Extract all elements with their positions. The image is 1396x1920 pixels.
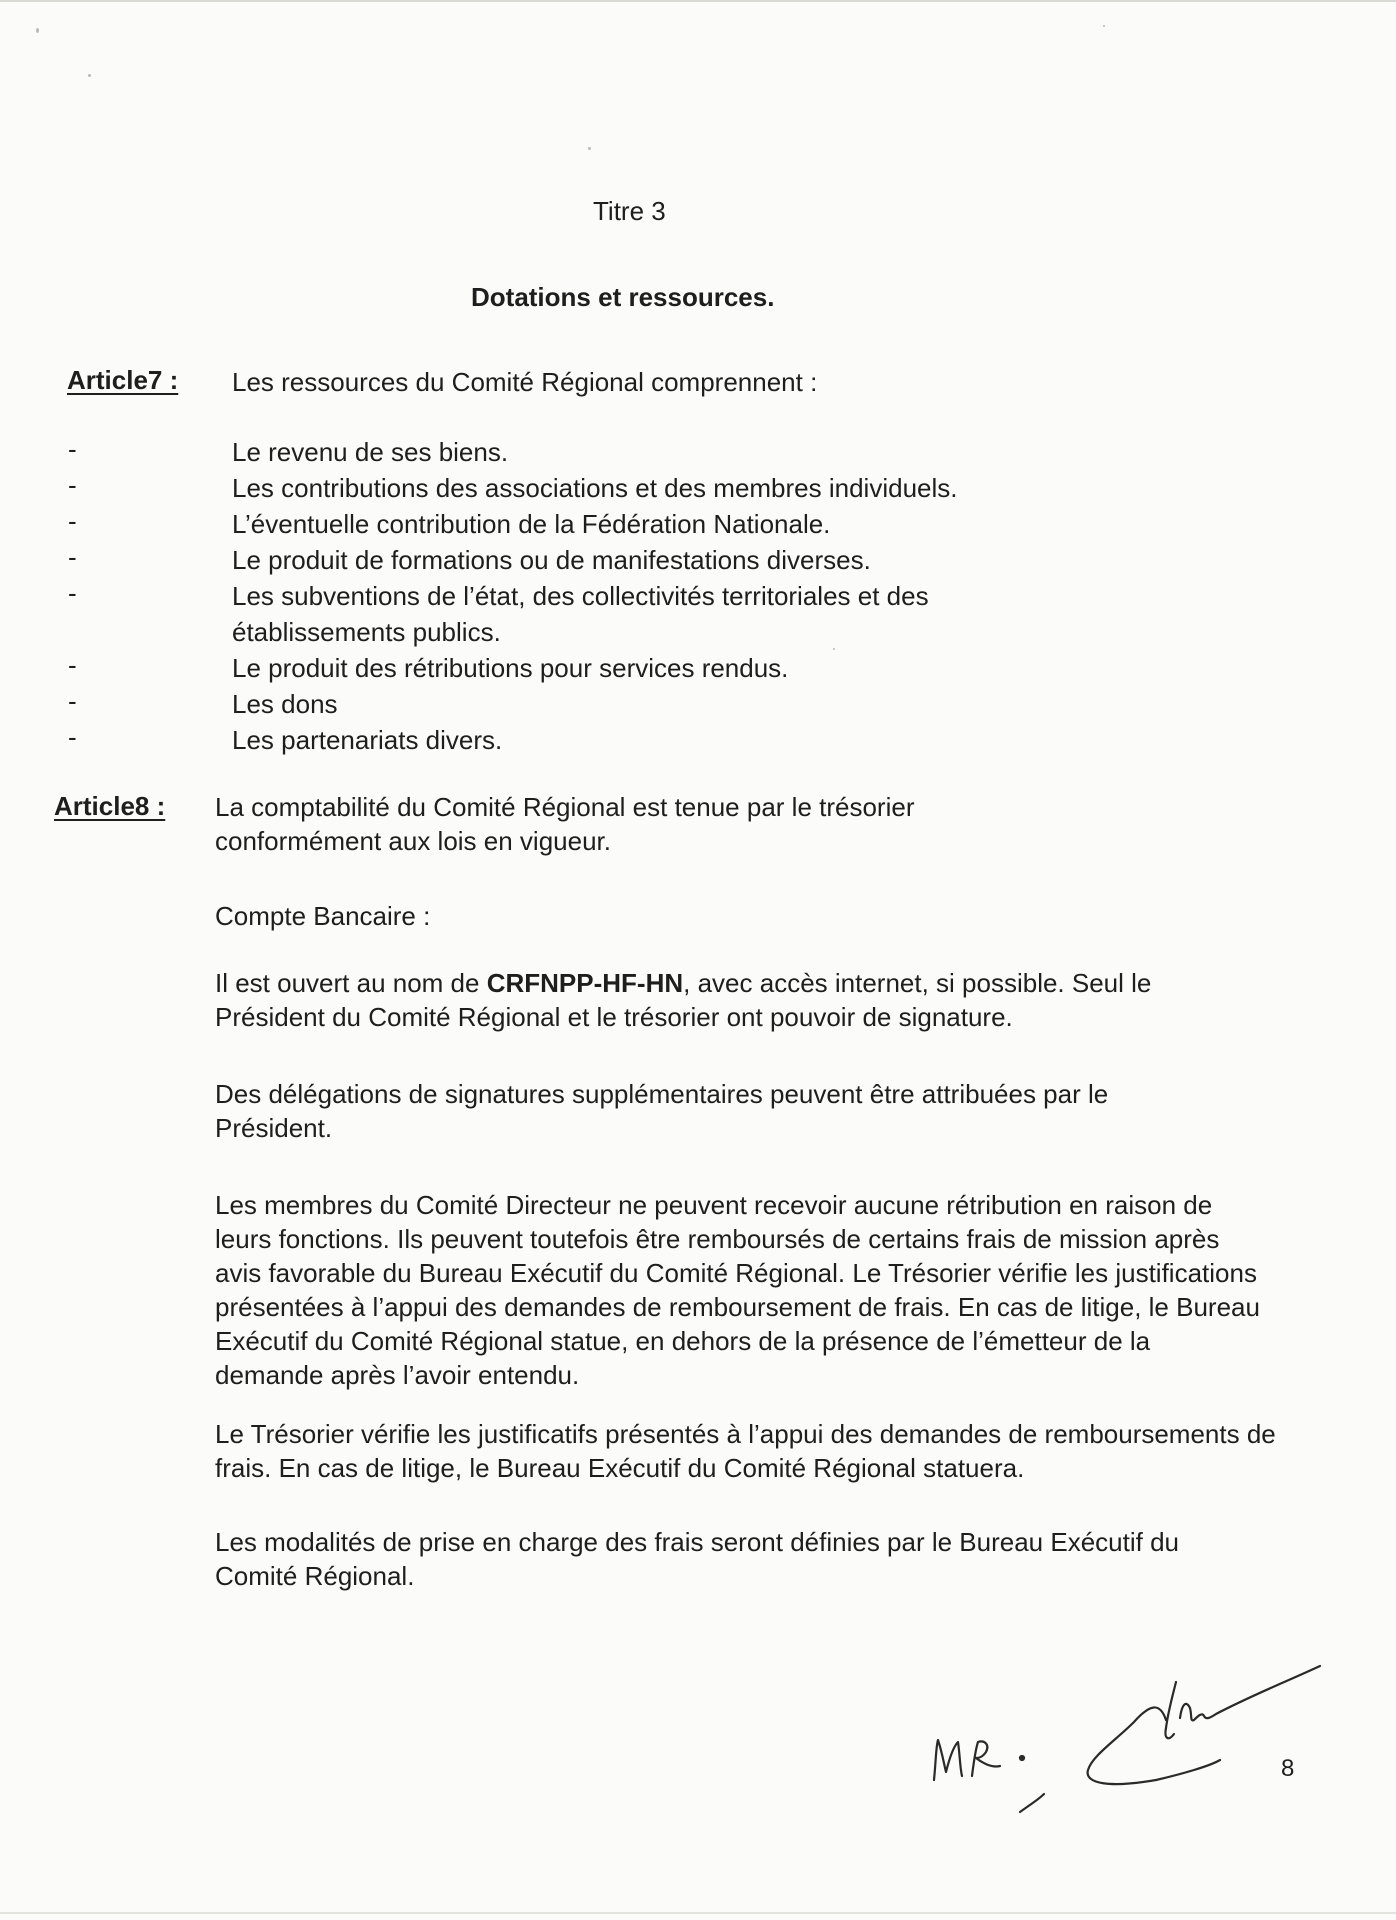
signature-initial-r [972, 1741, 1000, 1776]
signature-tail [1180, 1666, 1320, 1720]
signature-tick [1020, 1794, 1044, 1812]
page-bottom-edge [0, 1912, 1396, 1914]
signature-loop [1088, 1707, 1220, 1784]
list-item-text: L’éventuelle contribution de la Fédération Nationale. [232, 509, 831, 539]
scan-speck [588, 147, 591, 150]
bullet-dash: - [68, 434, 77, 464]
scan-speck [88, 74, 91, 77]
account-holder-name: CRFNPP-HF-HN [486, 968, 684, 998]
list-item-text: Le produit des rétributions pour services rendus. [232, 653, 789, 683]
paragraph-treasurer: Le Trésorier vérifie les justificatifs présentés à l’appui des demandes de remboursements de frais. En cas de litige, le Bureau Exécutif du Comité Régional statuera. [215, 1419, 1276, 1483]
bullet-dash: - [68, 722, 77, 752]
list-item-text: Les contributions des associations et des membres individuels. [232, 473, 958, 503]
list-item-text: Les subventions de l’état, des collectivités territoriales et des établissements publics. [232, 581, 929, 647]
list-item-text: Le produit de formations ou de manifestations diverses. [232, 545, 871, 575]
paragraph-accounting: La comptabilité du Comité Régional est tenue par le trésorier conformément aux lois en vigueur. [215, 792, 915, 856]
article-8-label: Article8 : [54, 791, 166, 821]
bullet-dash: - [68, 650, 77, 680]
list-item-text: Le revenu de ses biens. [232, 437, 509, 467]
page-number: 8 [1281, 1755, 1295, 1782]
page-top-edge [0, 0, 1396, 2]
signature-dot [1020, 1756, 1024, 1760]
paragraph-bank-account [215, 966, 1225, 1034]
scan-speck [1103, 25, 1105, 27]
bullet-dash: - [68, 542, 77, 572]
section-title: Dotations et ressources. [471, 282, 775, 312]
bullet-dash: - [68, 578, 77, 608]
paragraph-expenses: Les modalités de prise en charge des frais seront définies par le Bureau Exécutif du Comité Régional. [215, 1527, 1179, 1591]
paragraph-delegations: Des délégations de signatures supplémentaires peuvent être attribuées par le Président. [215, 1079, 1109, 1143]
list-item-text: Les dons [232, 689, 338, 719]
signature-stem [1165, 1682, 1176, 1738]
article-7-label: Article7 : [67, 365, 179, 395]
signature-strokes [934, 1666, 1320, 1812]
bullet-dash: - [68, 686, 77, 716]
list-item-text: Les partenariats divers. [232, 725, 503, 755]
bank-text-end: , avec accès internet, si possible. Seul le Président du Comité Régional et le trésorier ont pouvoir de signature. [215, 968, 1152, 1032]
signature [920, 1660, 1340, 1820]
bullet-dash: - [68, 506, 77, 536]
scan-speck [36, 28, 39, 33]
paragraph-committee-members: Les membres du Comité Directeur ne peuvent recevoir aucune rétribution en raison de leurs fonctions. Ils peuvent toutefois être remboursés de certains frais de mission après avis favorable du Bureau Exécutif du Comité Régional. Le Trésorier vérifie les justifications présentées à l’appui des demandes de remboursement de frais. En cas de litige, le Bureau Exécutif du Comité Régional statue, en dehors de la présence de l’émetteur de la demande après l’avoir entendu. [215, 1190, 1260, 1390]
bullet-dash: - [68, 470, 77, 500]
paragraph-bank-heading: Compte Bancaire : [215, 901, 431, 931]
bank-text-start: Il est ouvert au nom de [215, 968, 487, 998]
article-7-intro: Les ressources du Comité Régional comprennent : [232, 367, 818, 397]
signature-initial-m [934, 1740, 962, 1780]
section-number: Titre 3 [593, 196, 666, 226]
